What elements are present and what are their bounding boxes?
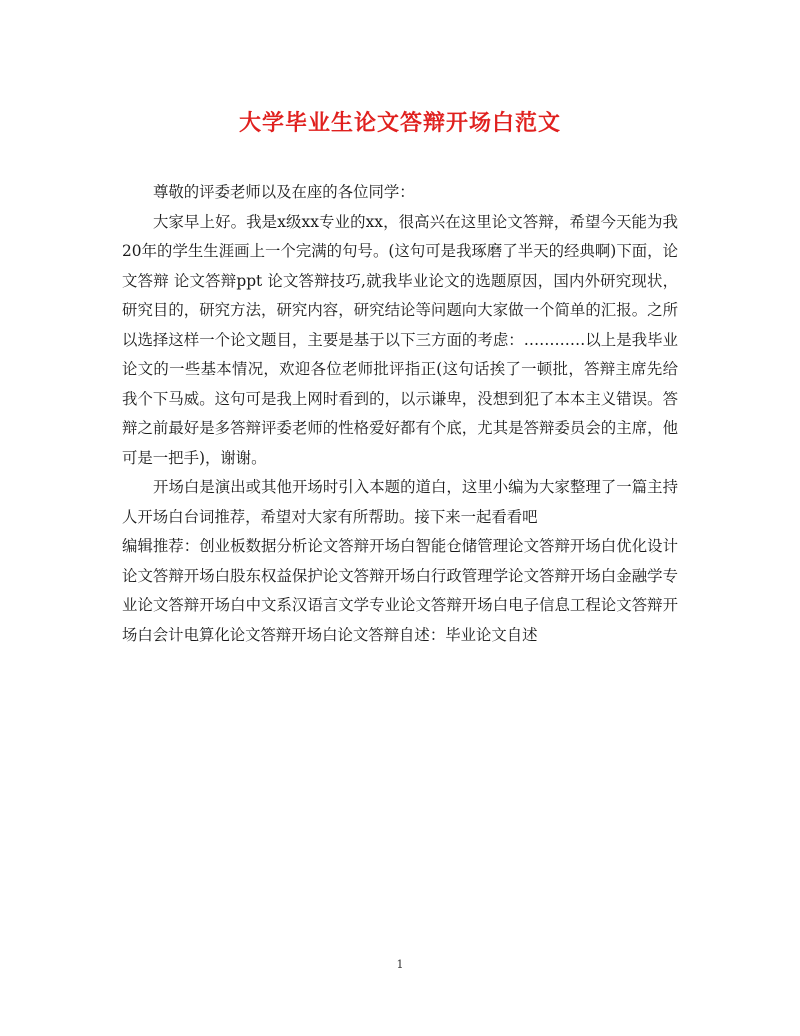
document-title: 大学毕业生论文答辩开场白范文 (238, 110, 561, 136)
page-number: 1 (396, 958, 404, 971)
intro-paragraph: 开场白是演出或其他开场时引入本题的道白，这里小编为大家整理了一篇主持人开场白台词推荐，希望对大家有所帮助。接下来一起看看吧 (122, 478, 678, 526)
recommendation-paragraph: 编辑推荐：创业板数据分析论文答辩开场白智能仓储管理论文答辩开场白优化设计论文答辩开场白股东权益保护论文答辩开场白行政管理学论文答辩开场白金融学专业论文答辩开场白中文系汉语言文学专业论文答辩开场白电子信息工程论文答辩开场白会计电算化论文答辩开场白论文答辩自述：毕业论文自述 (122, 537, 678, 644)
document-body (122, 178, 678, 650)
salutation-paragraph: 尊敬的评委老师以及在座的各位同学： (153, 183, 415, 201)
opening-paragraph: 大家早上好。我是x级xx专业的xx，很高兴在这里论文答辩，希望今天能为我20年的学生生涯画上一个完满的句号。(这句可是我琢磨了半天的经典啊)下面，论文答辩 论文答辩ppt 论文答辩技巧,就我毕业论文的选题原因，国内外研究现状，研究目的，研究方法，研究内容，研究结论等问题向大家做一个简单的汇报。之所以选择这样一个论文题目，主要是基于以下三方面的考虑：…………以上是我毕业论文的一些基本情况，欢迎各位老师批评指正(这句话挨了一顿批，答辩主席先给我个下马威。这句可是我上网时看到的，以示谦卑，没想到犯了本本主义错误。答辩之前最好是多答辩评委老师的性格爱好都有个底，尤其是答辩委员会的主席，他可是一把手)，谢谢。 (122, 212, 678, 467)
